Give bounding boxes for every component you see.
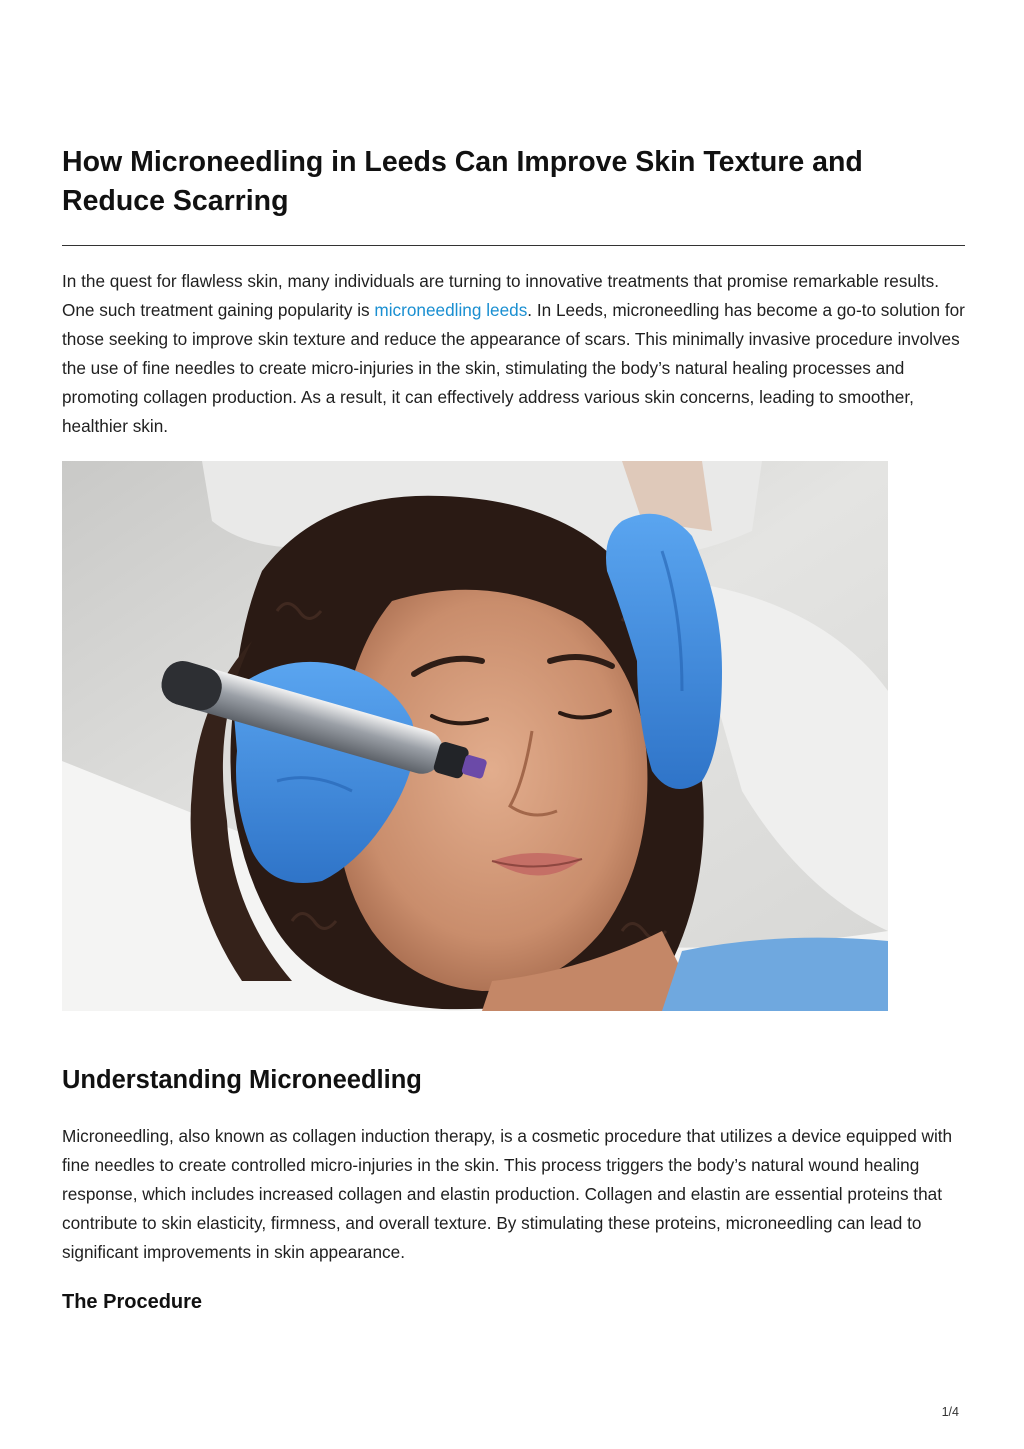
hero-image-microneedling-treatment xyxy=(62,461,888,1011)
intro-text-after-link: . In Leeds, microneedling has become a go-to solution for those seeking to improve skin texture and reduce the appearance of scars. This minimally invasive procedure involves the use of fine needles to create micro-injuries in the skin, stimulating the body’s natural healing processes and promoting collagen production. As a result, it can effectively address various skin concerns, leading to smoother, healthier skin. xyxy=(62,300,965,436)
intro-text-before-link: In the quest for flawless skin, many individuals are turning to innovative treatments that promise remarkable results. One such treatment gaining popularity is xyxy=(62,271,939,320)
section-heading-procedure: The Procedure xyxy=(62,1291,203,1313)
section-heading-understanding: Understanding Microneedling xyxy=(62,1066,422,1094)
article-title: How Microneedling in Leeds Can Improve Skin Texture and Reduce Scarring xyxy=(62,146,863,217)
page-number: 1/4 xyxy=(941,1405,959,1419)
understanding-paragraph: Microneedling, also known as collagen induction therapy, is a cosmetic procedure that utilizes a device equipped with fine needles to create controlled micro-injuries in the skin. This process triggers the body’s natural wound healing response, which includes increased collagen and elastin production. Collagen and elastin are essential proteins that contribute to skin elasticity, firmness, and overall texture. By stimulating these proteins, microneedling can lead to significant improvements in skin appearance. xyxy=(62,1126,953,1262)
microneedling-leeds-link[interactable]: microneedling leeds xyxy=(374,300,528,320)
title-divider xyxy=(62,245,965,246)
intro-paragraph xyxy=(62,267,965,441)
